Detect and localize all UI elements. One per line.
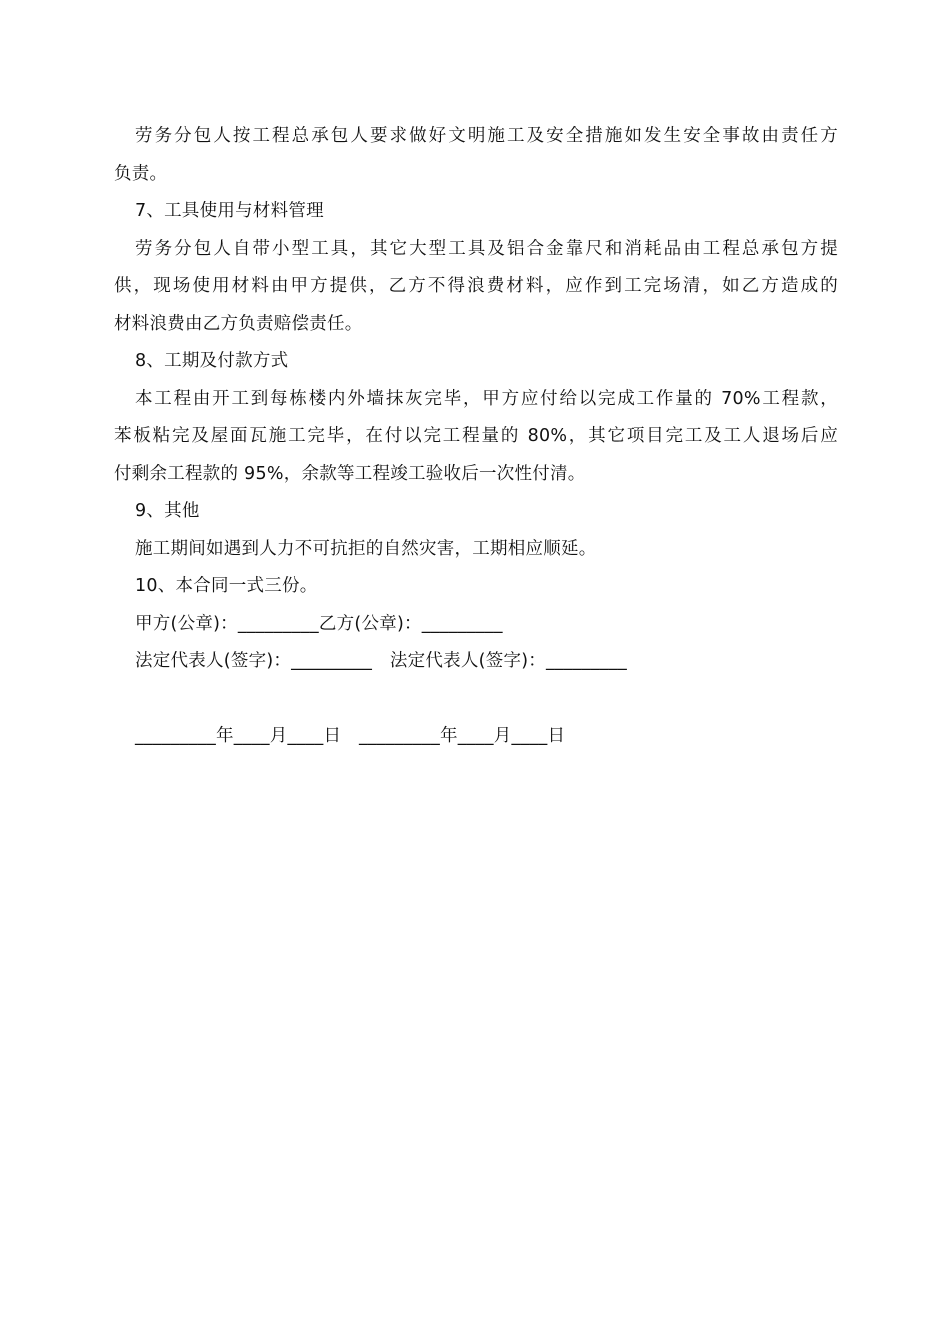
signature-line: 法定代表人(签字)：_________ 法定代表人(签字)：_________ <box>135 651 628 671</box>
paragraph-payment-line-3: 付剩余工程款的 95%，余款等工程竣工验收后一次性付清。 <box>114 463 586 484</box>
section-heading-tools: 7、工具使用与材料管理 <box>135 201 324 221</box>
paragraph-safety-line-2: 负责。 <box>114 163 168 184</box>
blank-line <box>114 681 838 719</box>
paragraph-other: 施工期间如遇到人力不可抗拒的自然灾害，工期相应顺延。 <box>135 538 597 559</box>
date-line: _________年____月____日 _________年____月____日 <box>135 726 566 746</box>
section-heading-other: 9、其他 <box>135 501 200 521</box>
paragraph-tools-line-2: 供，现场使用材料由甲方提供，乙方不得浪费材料，应作到工完场清，如乙方造成的 <box>114 276 838 296</box>
paragraph-tools-line-1: 劳务分包人自带小型工具，其它大型工具及铝合金靠尺和消耗品由工程总承包方提 <box>135 238 838 259</box>
section-copies: 10、本合同一式三份。 <box>135 576 318 596</box>
section-heading-payment: 8、工期及付款方式 <box>135 351 289 371</box>
document-body <box>114 118 838 756</box>
paragraph-payment-line-2: 苯板粘完及屋面瓦施工完毕，在付以完工程量的 80%，其它项目完工及工人退场后应 <box>114 426 838 446</box>
paragraph-payment-line-1: 本工程由开工到每栋楼内外墙抹灰完毕，甲方应付给以完成工作量的 70%工程款， <box>135 388 838 409</box>
seal-line: 甲方(公章)：_________乙方(公章)：_________ <box>135 613 503 634</box>
paragraph-tools-line-3: 材料浪费由乙方负责赔偿责任。 <box>114 313 363 334</box>
paragraph-safety-line-1: 劳务分包人按工程总承包人要求做好文明施工及安全措施如发生安全事故由责任方 <box>135 126 838 146</box>
